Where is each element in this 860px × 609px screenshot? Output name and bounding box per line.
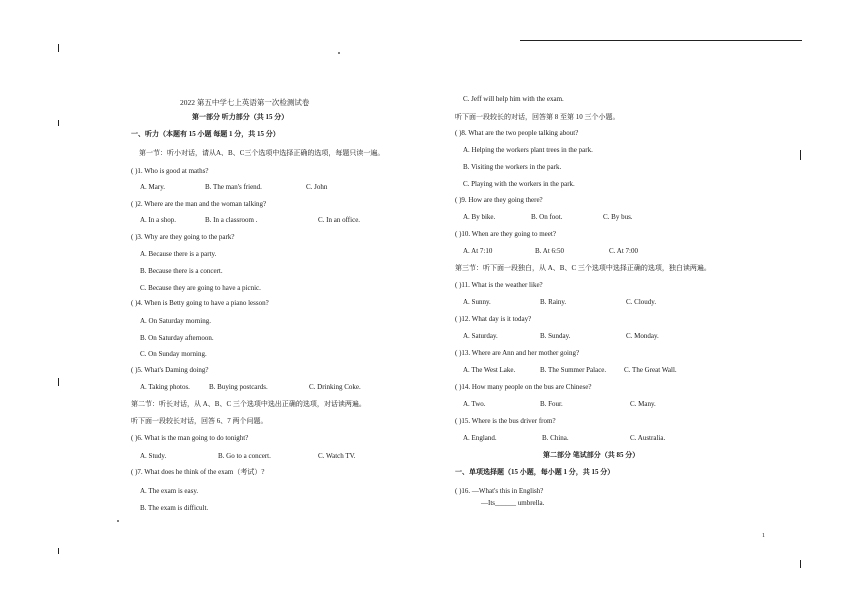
- q3-option-b: B. Because there is a concert.: [140, 267, 223, 275]
- question-3: ( )3. Why are they going to the park?: [131, 233, 235, 241]
- question-16: ( )16. —What's this in English?: [455, 487, 544, 495]
- q8-option-b: B. Visiting the workers in the park.: [463, 163, 562, 171]
- question-9: ( )9. How are they going there?: [455, 196, 543, 204]
- q6-option-c: C. Watch TV.: [318, 452, 356, 460]
- q13-option-c: C. The Great Wall.: [624, 366, 677, 374]
- question-14: ( )14. How many people on the bus are Chinese?: [455, 383, 592, 391]
- question-12: ( )12. What day is it today?: [455, 315, 532, 323]
- q15-option-c: C. Australia.: [630, 434, 666, 442]
- part1-heading: 第一部分 听力部分（共 15 分）: [192, 113, 289, 121]
- q12-option-c: C. Monday.: [626, 332, 659, 340]
- q11-option-b: B. Rainy.: [540, 298, 567, 306]
- scan-speck: [338, 52, 340, 54]
- q11-option-a: A. Sunny.: [463, 298, 491, 306]
- q10-option-a: A. At 7:10: [463, 247, 493, 255]
- q14-option-b: B. Four.: [540, 400, 563, 408]
- question-11: ( )11. What is the weather like?: [455, 281, 543, 289]
- q8-option-c: C. Playing with the workers in the park.: [463, 180, 575, 188]
- section1-instructions: 第一节：听小对话，请从A、B、C三个选项中选择正确的选项，每题只读一遍。: [139, 149, 385, 157]
- q13-option-b: B. The Summer Palace.: [540, 366, 607, 374]
- q2-option-b: B. In a classroom .: [205, 216, 258, 224]
- q9-option-b: B. On foot.: [531, 213, 563, 221]
- scan-speck: [117, 520, 119, 522]
- q2-option-a: A. In a shop.: [140, 216, 176, 224]
- section3-instructions: 第三节：听下面一段独白，从 A、B、C 三个选项中选择正确的选项，独白读两遍。: [455, 264, 711, 272]
- part2-heading: 第二部分 笔试部分（共 85 分）: [543, 451, 640, 459]
- left-margin-mark: [58, 548, 59, 554]
- q1-option-a: A. Mary.: [140, 183, 166, 191]
- q12-option-a: A. Saturday.: [463, 332, 498, 340]
- q8-option-a: A. Helping the workers plant trees in the park.: [463, 146, 593, 154]
- page-number: 1: [762, 533, 765, 539]
- question-5: ( )5. What's Daming doing?: [131, 366, 209, 374]
- q4-option-b: B. On Saturday afternoon.: [140, 334, 214, 342]
- q14-option-a: A. Two.: [463, 400, 486, 408]
- q7-option-c: C. Jeff will help him with the exam.: [463, 95, 564, 103]
- q12-option-b: B. Sunday.: [540, 332, 571, 340]
- left-margin-mark: [58, 120, 59, 126]
- q3-option-c: C. Because they are going to have a picnic.: [140, 284, 261, 292]
- q2-option-c: C. In an office.: [318, 216, 361, 224]
- q7-option-b: B. The exam is difficult.: [140, 504, 209, 512]
- left-margin-mark: [58, 378, 59, 386]
- q4-option-a: A. On Saturday morning.: [140, 317, 211, 325]
- question-8: ( )8. What are the two people talking about?: [455, 129, 579, 137]
- q7-option-a: A. The exam is easy.: [140, 487, 199, 495]
- section2-intro: 听下面一段较长对话，回答 6、7 两个问题。: [131, 417, 268, 425]
- q1-option-c: C. John: [306, 183, 328, 191]
- left-margin-mark: [58, 44, 59, 52]
- question-4: ( )4. When is Betty going to have a piano lesson?: [131, 299, 269, 307]
- question-7: ( )7. What does he think of the exam（考试）?: [131, 468, 265, 476]
- question-10: ( )10. When are they going to meet?: [455, 230, 556, 238]
- q8-10-intro: 听下面一段较长的对话，回答第 8 至第 10 三个小题。: [455, 113, 620, 121]
- q5-option-c: C. Drinking Coke.: [309, 383, 361, 391]
- q1-option-b: B. The man's friend.: [205, 183, 262, 191]
- q9-option-c: C. By bus.: [603, 213, 633, 221]
- q10-option-b: B. At 6:50: [535, 247, 564, 255]
- q3-option-a: A. Because there is a party.: [140, 250, 217, 258]
- q5-option-a: A. Taking photos.: [140, 383, 190, 391]
- q10-option-c: C. At 7:00: [609, 247, 638, 255]
- q14-option-c: C. Many.: [630, 400, 656, 408]
- q15-option-a: A. England.: [463, 434, 497, 442]
- q11-option-c: C. Cloudy.: [626, 298, 657, 306]
- question-6: ( )6. What is the man going to do tonight?: [131, 434, 249, 442]
- q6-option-a: A. Study.: [140, 452, 167, 460]
- listening-section-heading: 一、听力（本题有 15 小题 每题 1 分，共 15 分）: [131, 130, 280, 138]
- section2-instructions: 第二节：听长对话，从 A、B、C 三个选项中选出正确的选项，对话读两遍。: [131, 400, 366, 408]
- q15-option-b: B. China.: [542, 434, 569, 442]
- question-2: ( )2. Where are the man and the woman talking?: [131, 200, 267, 208]
- top-rule: [520, 40, 802, 41]
- q5-option-b: B. Buying postcards.: [209, 383, 268, 391]
- question-1: ( )1. Who is good at maths?: [131, 167, 209, 175]
- right-margin-mark: [800, 560, 801, 568]
- multiple-choice-heading: 一、单项选择题（15 小题，每小题 1 分，共 15 分）: [455, 468, 615, 476]
- q4-option-c: C. On Sunday morning.: [140, 350, 207, 358]
- right-margin-mark: [800, 150, 801, 160]
- exam-title: 2022 第五中学七上英语第一次检测试卷: [180, 98, 310, 107]
- q16-answer-line: —Its______ umbrella.: [481, 499, 545, 507]
- q6-option-b: B. Go to a concert.: [218, 452, 271, 460]
- q9-option-a: A. By bike.: [463, 213, 496, 221]
- question-15: ( )15. Where is the bus driver from?: [455, 417, 556, 425]
- q13-option-a: A. The West Lake.: [463, 366, 516, 374]
- question-13: ( )13. Where are Ann and her mother going?: [455, 349, 580, 357]
